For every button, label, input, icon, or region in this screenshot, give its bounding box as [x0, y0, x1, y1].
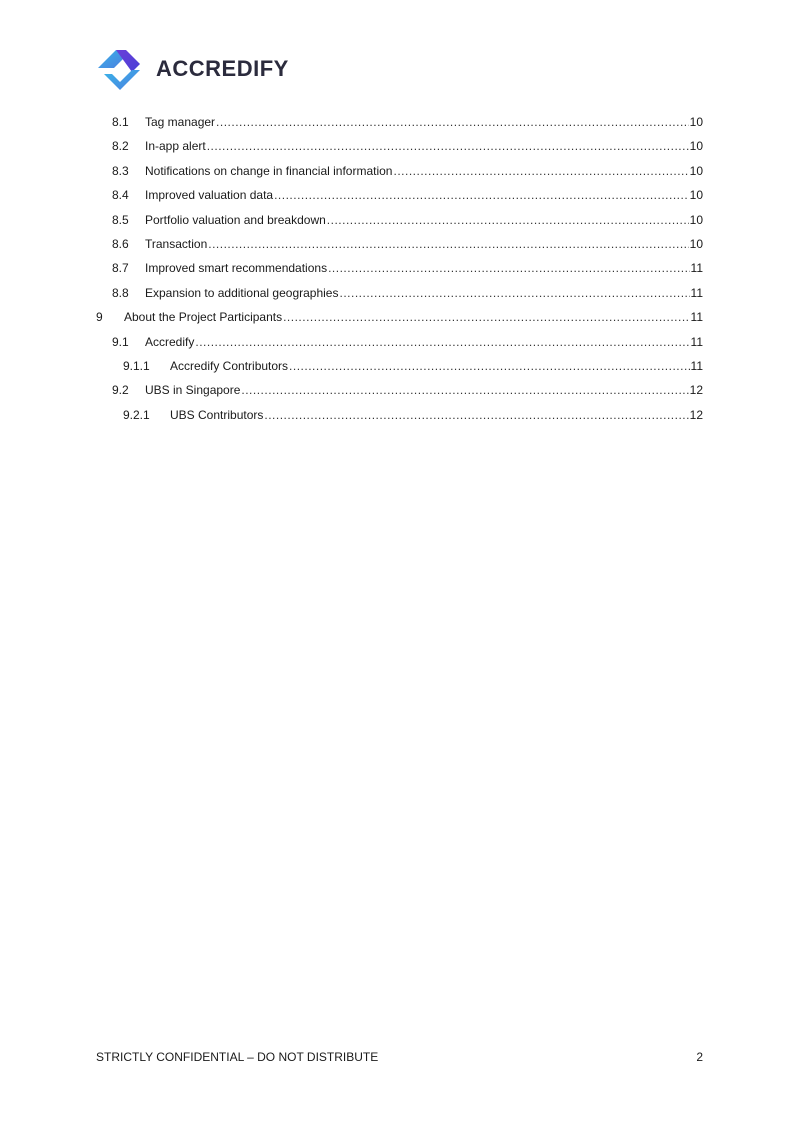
toc-entry[interactable]: [0, 234, 800, 254]
toc-entry-page-number: 12: [689, 383, 703, 398]
toc-entry-number: 9: [96, 310, 103, 325]
toc-entry-page-number: 11: [690, 285, 703, 300]
toc-entry-title: Improved smart recommendations: [145, 261, 328, 276]
toc-entry[interactable]: [0, 283, 800, 303]
toc-dot-leader: [216, 112, 689, 132]
accredify-chevron-logo-icon: [96, 46, 142, 92]
toc-entry-title: Accredify Contributors: [170, 359, 289, 373]
toc-dot-leader: [393, 161, 688, 181]
toc-entry-number: 9.2.1: [123, 407, 150, 422]
toc-entry[interactable]: [0, 307, 800, 327]
toc-entry-title: UBS in Singapore: [145, 383, 241, 398]
toc-dot-leader: [195, 332, 689, 352]
toc-entry-page-number: 11: [690, 261, 703, 276]
toc-entry-page-number: 10: [689, 212, 703, 227]
toc-entry[interactable]: [0, 380, 800, 400]
toc-entry-number: 8.4: [112, 188, 129, 203]
toc-entry-number: 8.3: [112, 163, 129, 178]
toc-entry-number: 8.6: [112, 237, 129, 251]
toc-entry-number: 9.2: [112, 383, 129, 398]
toc-entry-title: Transaction: [145, 237, 208, 251]
toc-entry-title: Improved valuation data: [145, 188, 274, 203]
toc-entry-title: Notifications on change in financial information: [145, 163, 393, 178]
toc-entry[interactable]: [0, 210, 800, 230]
toc-dot-leader: [241, 380, 688, 400]
toc-entry[interactable]: [0, 332, 800, 352]
toc-entry[interactable]: [0, 136, 800, 156]
toc-dot-leader: [283, 307, 689, 327]
toc-entry-number: 8.5: [112, 212, 129, 227]
toc-dot-leader: [207, 136, 689, 156]
toc-entry-number: 9.1.1: [123, 359, 150, 373]
toc-entry-title: Expansion to additional geographies: [145, 285, 339, 300]
toc-entry-title: In-app alert: [145, 139, 206, 154]
toc-dot-leader: [274, 185, 689, 205]
toc-entry-page-number: 11: [690, 310, 703, 325]
toc-dot-leader: [339, 283, 689, 303]
toc-entry[interactable]: [0, 161, 800, 181]
toc-entry[interactable]: [0, 356, 800, 376]
toc-entry-page-number: 10: [689, 188, 703, 203]
toc-entry-page-number: 10: [689, 237, 703, 251]
toc-entry-page-number: 11: [690, 334, 703, 349]
footer-confidential-notice: STRICTLY CONFIDENTIAL – DO NOT DISTRIBUTE: [96, 1050, 379, 1064]
toc-entry[interactable]: [0, 405, 800, 425]
toc-entry-title: About the Project Participants: [124, 310, 283, 325]
toc-entry-title: Accredify: [145, 334, 195, 349]
toc-dot-leader: [328, 258, 689, 278]
page-number: 2: [696, 1050, 703, 1064]
toc-entry[interactable]: [0, 185, 800, 205]
toc-entry-page-number: 10: [689, 115, 703, 129]
toc-entry-number: 8.7: [112, 261, 129, 276]
toc-dot-leader: [264, 405, 688, 425]
toc-entry-page-number: 12: [689, 407, 703, 422]
toc-dot-leader: [327, 210, 689, 230]
toc-entry-number: 8.2: [112, 139, 129, 154]
brand-name: ACCREDIFY: [156, 56, 289, 81]
toc-entry-number: 8.8: [112, 285, 129, 300]
toc-dot-leader: [208, 234, 688, 254]
page-footer: [96, 1050, 703, 1064]
toc-entry-page-number: 10: [689, 163, 703, 178]
toc-entry-title: Tag manager: [145, 115, 216, 129]
toc-entry-number: 8.1: [112, 115, 129, 129]
toc-dot-leader: [289, 356, 689, 376]
toc-entry-page-number: 11: [690, 359, 703, 373]
toc-entry[interactable]: [0, 258, 800, 278]
toc-entry-number: 9.1: [112, 334, 129, 349]
toc-entry-page-number: 10: [689, 139, 703, 154]
toc-entry-title: UBS Contributors: [170, 407, 264, 422]
brand-logo: [96, 46, 289, 92]
toc-entry[interactable]: [0, 112, 800, 132]
toc-entry-title: Portfolio valuation and breakdown: [145, 212, 326, 227]
